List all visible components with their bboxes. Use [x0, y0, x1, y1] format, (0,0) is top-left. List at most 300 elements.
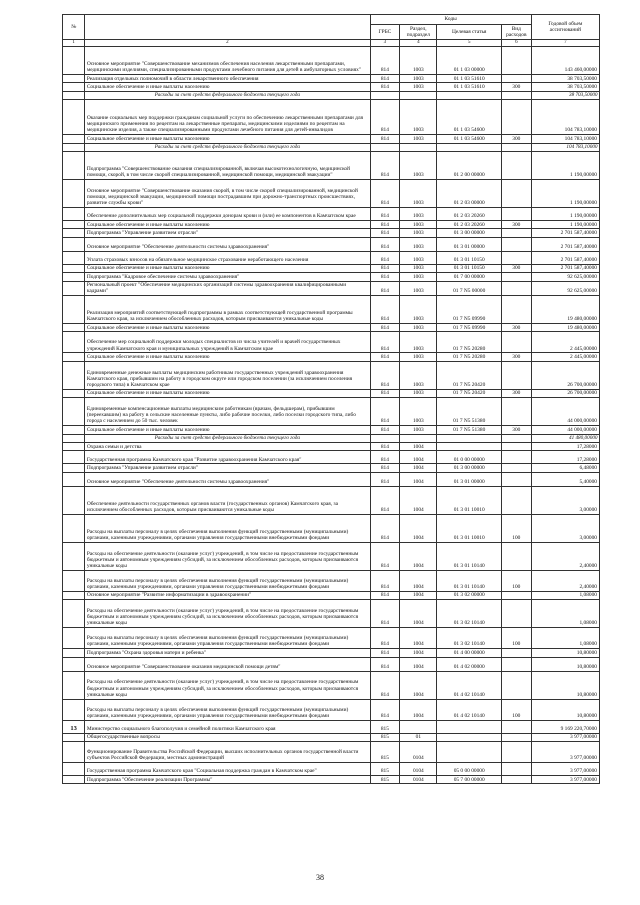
- empty-code-cell: [370, 434, 400, 442]
- table-row: [63, 151, 600, 179]
- row-target-article: 05 7 00 00000: [437, 776, 501, 784]
- row-expense-type: [501, 776, 531, 784]
- row-grbs-code: 814: [370, 657, 400, 671]
- empty-code-cell: [437, 91, 501, 99]
- row-number: [63, 324, 85, 332]
- table-row: [63, 273, 600, 281]
- row-number: [63, 570, 85, 591]
- row-section-code: 1004: [400, 628, 437, 649]
- empty-code-cell: [437, 143, 501, 151]
- row-amount: 1 190,00000: [531, 207, 599, 220]
- row-target-article: 01 1 03 54600: [437, 100, 501, 135]
- row-target-article: [437, 742, 501, 763]
- row-number: [63, 281, 85, 296]
- row-grbs-code: 814: [370, 699, 400, 720]
- row-amount: 10,80000: [531, 671, 599, 699]
- row-name: Социальное обеспечение и иные выплаты населению: [85, 264, 370, 272]
- row-expense-type: 100: [501, 699, 531, 720]
- row-name: Региональный проект "Обеспечение медицинских организаций системы здравоохранения квалифицированными кадрами": [85, 281, 370, 296]
- column-index: 1: [63, 39, 85, 46]
- row-section-code: 0104: [400, 763, 437, 776]
- subtotal-amount: 41 480,00000: [531, 434, 599, 442]
- row-expense-type: [501, 600, 531, 628]
- row-expense-type: [501, 486, 531, 514]
- row-name: Основное мероприятие "Совершенствование оказания скорой, в том числе скорой специализированной, медицинской помощи, медицинской эвакуации, медицинской помощи пострадавшим при дорожно-транспортных происшествиях, развитие службы крови": [85, 179, 370, 207]
- subtotal-row: [63, 91, 600, 99]
- row-target-article: 01 4 02 10140: [437, 671, 501, 699]
- table-row: [63, 296, 600, 324]
- row-target-article: 01 4 02 10140: [437, 699, 501, 720]
- empty-code-cell: [400, 434, 437, 442]
- row-num-cell: [63, 434, 85, 442]
- column-index: 5: [437, 39, 501, 46]
- row-number: [63, 591, 85, 599]
- row-name: Обеспечение дополнительных мер социальной поддержки донорам крови и (или) ее компонентов в Камчатском крае: [85, 207, 370, 220]
- row-expense-type: [501, 763, 531, 776]
- row-target-article: 01 7 N5 20280: [437, 353, 501, 361]
- header-name: [85, 15, 370, 40]
- empty-code-cell: [400, 91, 437, 99]
- row-target-article: 01 7 N5 20280: [437, 332, 501, 353]
- row-expense-type: [501, 671, 531, 699]
- row-amount: 104 783,10000: [531, 100, 599, 135]
- row-number: [63, 151, 85, 179]
- table-row: [63, 324, 600, 332]
- row-expense-type: 300: [501, 264, 531, 272]
- row-expense-type: 300: [501, 389, 531, 397]
- row-number: [63, 332, 85, 353]
- row-target-article: 01 3 01 10010: [437, 486, 501, 514]
- row-target-article: 01 1 03 51610: [437, 83, 501, 91]
- row-name: Государственная программа Камчатского края "Развитие здравоохранения Камчатского края": [85, 451, 370, 464]
- row-grbs-code: 814: [370, 472, 400, 486]
- row-section-code: 1003: [400, 324, 437, 332]
- row-name: Социальное обеспечение и иные выплаты населению: [85, 426, 370, 434]
- row-expense-type: [501, 649, 531, 657]
- row-section-code: 1003: [400, 46, 437, 74]
- table-body: [63, 46, 600, 783]
- row-number: [63, 46, 85, 74]
- row-number: [63, 237, 85, 251]
- row-expense-type: [501, 229, 531, 237]
- table-row: [63, 649, 600, 657]
- row-expense-type: [501, 542, 531, 570]
- row-section-code: 1004: [400, 591, 437, 599]
- header-section: Раздел, подраздел: [400, 25, 437, 40]
- row-amount: 38 703,50000: [531, 83, 599, 91]
- row-expense-type: 300: [501, 353, 531, 361]
- row-expense-type: [501, 720, 531, 733]
- row-expense-type: 300: [501, 324, 531, 332]
- row-grbs-code: 814: [370, 486, 400, 514]
- table-row: [63, 742, 600, 763]
- row-expense-type: [501, 361, 531, 389]
- table-row: [63, 720, 600, 733]
- row-amount: 10,80000: [531, 657, 599, 671]
- row-expense-type: [501, 281, 531, 296]
- row-expense-type: [501, 472, 531, 486]
- empty-code-cell: [501, 143, 531, 151]
- row-grbs-code: 814: [370, 570, 400, 591]
- row-amount: 1,08000: [531, 600, 599, 628]
- row-name: Государственная программа Камчатского края "Социальная поддержка граждан в Камчатском крае": [85, 763, 370, 776]
- row-amount: 2 701 587,40000: [531, 264, 599, 272]
- row-amount: 2,40000: [531, 542, 599, 570]
- row-grbs-code: 814: [370, 324, 400, 332]
- row-grbs-code: 814: [370, 628, 400, 649]
- row-name: Расходы на обеспечение деятельности (оказание услуг) учреждений, в том числе на предоставление государственным бюджетным и автономным учреждениям субсидий, за исключением обособленных расходов, которым присваиваются уникальные коды: [85, 542, 370, 570]
- row-name: Охрана семьи и детства: [85, 443, 370, 451]
- table-row: [63, 443, 600, 451]
- row-section-code: 1003: [400, 398, 437, 426]
- row-target-article: 01 0 00 00000: [437, 451, 501, 464]
- row-amount: 2 445,00000: [531, 332, 599, 353]
- row-grbs-code: 814: [370, 229, 400, 237]
- row-number: [63, 361, 85, 389]
- row-name: Социальное обеспечение и иные выплаты населению: [85, 135, 370, 143]
- subtotal-amount: 38 703,50000: [531, 91, 599, 99]
- row-amount: 104 783,10000: [531, 135, 599, 143]
- row-number: [63, 296, 85, 324]
- row-number: [63, 542, 85, 570]
- row-amount: 2 701 587,40000: [531, 237, 599, 251]
- page-number: 38: [316, 873, 324, 882]
- row-amount: 1,08000: [531, 628, 599, 649]
- empty-code-cell: [501, 91, 531, 99]
- row-amount: 2 701 587,40000: [531, 229, 599, 237]
- table-row: [63, 83, 600, 91]
- table-row: [63, 426, 600, 434]
- table-row: [63, 464, 600, 472]
- row-number: [63, 220, 85, 228]
- row-expense-type: [501, 591, 531, 599]
- row-target-article: 01 7 N5 09990: [437, 296, 501, 324]
- header-codes: Коды: [370, 15, 531, 25]
- row-section-code: 1003: [400, 264, 437, 272]
- table-row: [63, 135, 600, 143]
- empty-code-cell: [370, 143, 400, 151]
- row-section-code: 1004: [400, 657, 437, 671]
- row-section-code: 1003: [400, 151, 437, 179]
- row-number: [63, 776, 85, 784]
- header-amount: Годовой объем ассигнований: [531, 15, 599, 40]
- row-name: Подпрограмма "Охрана здоровья матери и ребенка": [85, 649, 370, 657]
- row-target-article: 01 1 03 51610: [437, 74, 501, 82]
- row-number: [63, 657, 85, 671]
- table-row: [63, 472, 600, 486]
- row-target-article: 01 7 N5 00000: [437, 281, 501, 296]
- row-name: Реализация отдельных полномочий в области лекарственного обеспечения: [85, 74, 370, 82]
- row-section-code: 1003: [400, 207, 437, 220]
- row-section-code: 1004: [400, 570, 437, 591]
- row-amount: 5,40000: [531, 472, 599, 486]
- row-grbs-code: 815: [370, 720, 400, 733]
- row-grbs-code: 814: [370, 600, 400, 628]
- row-target-article: 01 7 N5 09990: [437, 324, 501, 332]
- row-grbs-code: 815: [370, 742, 400, 763]
- row-section-code: 1004: [400, 671, 437, 699]
- table-row: [63, 220, 600, 228]
- row-number: [63, 74, 85, 82]
- empty-code-cell: [370, 91, 400, 99]
- row-expense-type: 100: [501, 570, 531, 591]
- header-vr: Вид расходов: [501, 25, 531, 40]
- row-number: [63, 649, 85, 657]
- row-section-code: 01: [400, 733, 437, 741]
- row-expense-type: 300: [501, 220, 531, 228]
- row-name: Социальное обеспечение и иные выплаты населению: [85, 324, 370, 332]
- table-row: [63, 542, 600, 570]
- row-name: Расходы на выплаты персоналу в целях обеспечения выполнения функций государственными (муниципальными) органами, казенными учреждениями, органами управления государственными внебюджетными фондами: [85, 514, 370, 542]
- row-grbs-code: 814: [370, 100, 400, 135]
- row-expense-type: [501, 733, 531, 741]
- row-target-article: [437, 443, 501, 451]
- row-target-article: 01 7 N5 51380: [437, 398, 501, 426]
- row-target-article: 01 4 00 00000: [437, 649, 501, 657]
- row-section-code: 1003: [400, 179, 437, 207]
- row-target-article: 01 3 01 10140: [437, 570, 501, 591]
- row-target-article: 01 3 01 10150: [437, 251, 501, 264]
- row-name: Основное мероприятие "Совершенствование механизмов обеспечения населения лекарственными препаратами, медицинскими изделиями, специализированными продуктами лечебного питания для детей в амбулаторных условиях": [85, 46, 370, 74]
- row-name: Реализация мероприятий соответствующей подпрограммы в рамках соответствующей государственной программы Камчатского края, за исключением обособленных расходов, которым присваиваются уникальные коды: [85, 296, 370, 324]
- row-section-code: 1003: [400, 251, 437, 264]
- table-row: [63, 353, 600, 361]
- row-amount: 2 701 587,40000: [531, 251, 599, 264]
- row-target-article: 01 1 03 54600: [437, 135, 501, 143]
- row-grbs-code: 814: [370, 514, 400, 542]
- row-grbs-code: 814: [370, 296, 400, 324]
- table-row: [63, 514, 600, 542]
- table-row: [63, 763, 600, 776]
- table-row: [63, 281, 600, 296]
- row-number: [63, 628, 85, 649]
- row-amount: 3,00000: [531, 486, 599, 514]
- row-amount: 3 977,00000: [531, 776, 599, 784]
- row-section-code: 1004: [400, 649, 437, 657]
- table-row: [63, 207, 600, 220]
- row-expense-type: [501, 742, 531, 763]
- row-expense-type: [501, 443, 531, 451]
- row-name: Единовременные компенсационные выплаты медицинским работникам (врачам, фельдшерам), прибывшим (переехавшим) на работу в сельские населенные пункты, либо рабочие поселки, либо поселки городского типа, либо города с населением до 50 тыс. человек: [85, 398, 370, 426]
- table-row: [63, 46, 600, 74]
- row-amount: 92 625,00000: [531, 281, 599, 296]
- row-number: [63, 671, 85, 699]
- row-number: [63, 135, 85, 143]
- row-section-code: 1004: [400, 514, 437, 542]
- row-number: [63, 742, 85, 763]
- row-section-code: 1003: [400, 83, 437, 91]
- table-row: [63, 264, 600, 272]
- table-row: [63, 179, 600, 207]
- row-name: Обеспечение деятельности государственных органов власти (государственных органов) Камчатского края, за исключением обособленных расходов, которым присваиваются уникальные коды: [85, 486, 370, 514]
- row-name: Подпрограмма "Кадровое обеспечение системы здравоохранения": [85, 273, 370, 281]
- row-grbs-code: 814: [370, 464, 400, 472]
- row-amount: 2 445,00000: [531, 353, 599, 361]
- row-target-article: 01 3 00 00000: [437, 464, 501, 472]
- table-row: [63, 74, 600, 82]
- row-grbs-code: 814: [370, 237, 400, 251]
- row-number: [63, 251, 85, 264]
- row-section-code: 1003: [400, 296, 437, 324]
- row-name: Министерство социального благополучия и семейной политики Камчатского края: [85, 720, 370, 733]
- table-row: [63, 733, 600, 741]
- row-name: Основное мероприятие "Обеспечение деятельности системы здравоохранения": [85, 237, 370, 251]
- row-grbs-code: 814: [370, 361, 400, 389]
- row-number: [63, 207, 85, 220]
- row-number: [63, 464, 85, 472]
- table-row: [63, 389, 600, 397]
- column-index: 2: [85, 39, 370, 46]
- header-csr: Целевая статья: [437, 25, 501, 40]
- empty-code-cell: [400, 143, 437, 151]
- table-row: [63, 657, 600, 671]
- table-row: [63, 398, 600, 426]
- row-grbs-code: 814: [370, 220, 400, 228]
- row-amount: 2,40000: [531, 570, 599, 591]
- row-expense-type: [501, 100, 531, 135]
- row-name: Уплата страховых взносов на обязательное медицинское страхование неработающего населения: [85, 251, 370, 264]
- row-number: [63, 273, 85, 281]
- row-section-code: 1003: [400, 389, 437, 397]
- row-amount: 1,08000: [531, 591, 599, 599]
- column-index: 3: [370, 39, 400, 46]
- row-name: Подпрограмма "Управление развитием отрасли": [85, 229, 370, 237]
- row-number: [63, 733, 85, 741]
- row-name: Социальное обеспечение и иные выплаты населению: [85, 83, 370, 91]
- row-name: Расходы на выплаты персоналу в целях обеспечения выполнения функций государственными (муниципальными) органами, казенными учреждениями, органами управления государственными внебюджетными фондами: [85, 570, 370, 591]
- row-grbs-code: 814: [370, 251, 400, 264]
- row-number: [63, 763, 85, 776]
- row-expense-type: [501, 237, 531, 251]
- table-row: [63, 591, 600, 599]
- row-amount: 143 460,00000: [531, 46, 599, 74]
- table-row: [63, 600, 600, 628]
- row-expense-type: [501, 273, 531, 281]
- row-amount: 19 480,00000: [531, 296, 599, 324]
- table-row: [63, 628, 600, 649]
- column-index: 4: [400, 39, 437, 46]
- row-number: [63, 398, 85, 426]
- row-expense-type: [501, 151, 531, 179]
- row-grbs-code: 814: [370, 281, 400, 296]
- row-target-article: 01 2 03 20260: [437, 220, 501, 228]
- row-target-article: 01 7 00 00000: [437, 273, 501, 281]
- row-name: Расходы на обеспечение деятельности (оказание услуг) учреждений, в том числе на предоставление государственным бюджетным и автономным учреждениям субсидий, за исключением обособленных расходов, которым присваиваются уникальные коды: [85, 600, 370, 628]
- row-number: [63, 514, 85, 542]
- row-grbs-code: 814: [370, 389, 400, 397]
- subtotal-note: Расходы за счет средств федерального бюджета текущего года: [85, 434, 370, 442]
- row-amount: 10,80000: [531, 649, 599, 657]
- row-section-code: 1003: [400, 281, 437, 296]
- row-section-code: 1003: [400, 135, 437, 143]
- row-target-article: 01 3 01 10010: [437, 514, 501, 542]
- row-section-code: 1003: [400, 100, 437, 135]
- row-section-code: 0104: [400, 776, 437, 784]
- row-section-code: 1003: [400, 353, 437, 361]
- table-row: [63, 699, 600, 720]
- budget-sheet: [62, 14, 600, 784]
- row-section-code: 1004: [400, 600, 437, 628]
- row-target-article: 01 7 N5 51380: [437, 426, 501, 434]
- row-name: Оказание социальных мер поддержки гражданам социальной услуги по обеспечению лекарственными препаратами для медицинского применения по рецептам на лекарственные препараты, медицинскими изделиями по рецептам на медицинские изделия, а также специализированными продуктами лечебного питания для детей-инвалидов: [85, 100, 370, 135]
- row-grbs-code: 814: [370, 451, 400, 464]
- column-index: 6: [501, 39, 531, 46]
- row-expense-type: 300: [501, 426, 531, 434]
- row-name: Социальное обеспечение и иные выплаты населению: [85, 353, 370, 361]
- row-target-article: 01 7 N5 20420: [437, 389, 501, 397]
- row-number: [63, 353, 85, 361]
- row-amount: 6,48000: [531, 464, 599, 472]
- budget-table: [62, 14, 600, 784]
- row-name: Расходы на выплаты персоналу в целях обеспечения выполнения функций государственными (муниципальными) органами, казенными учреждениями, органами управления государственными внебюджетными фондами: [85, 699, 370, 720]
- row-name: Расходы на обеспечение деятельности (оказание услуг) учреждений, в том числе на предоставление государственным бюджетным и автономным учреждениям субсидий, за исключением обособленных расходов, которым присваиваются уникальные коды: [85, 671, 370, 699]
- row-grbs-code: 814: [370, 151, 400, 179]
- row-amount: 44 000,00000: [531, 426, 599, 434]
- row-expense-type: [501, 179, 531, 207]
- column-index-row: [63, 39, 600, 46]
- row-expense-type: [501, 398, 531, 426]
- row-amount: 9 169 220,70000: [531, 720, 599, 733]
- row-target-article: 01 3 01 10140: [437, 542, 501, 570]
- row-target-article: 01 3 01 10150: [437, 264, 501, 272]
- row-amount: 1 190,00000: [531, 151, 599, 179]
- row-target-article: 01 4 02 00000: [437, 657, 501, 671]
- table-row: [63, 251, 600, 264]
- row-section-code: 1004: [400, 699, 437, 720]
- row-amount: 92 625,00000: [531, 273, 599, 281]
- table-row: [63, 671, 600, 699]
- row-target-article: 01 2 03 00000: [437, 179, 501, 207]
- row-name: Основное мероприятие "Обеспечение деятельности системы здравоохранения": [85, 472, 370, 486]
- row-num-cell: [63, 143, 85, 151]
- subtotal-amount: 104 783,10000: [531, 143, 599, 151]
- table-row: [63, 776, 600, 784]
- row-amount: 3 977,00000: [531, 742, 599, 763]
- row-name: Социальное обеспечение и иные выплаты населению: [85, 389, 370, 397]
- row-section-code: 1003: [400, 332, 437, 353]
- row-number: [63, 443, 85, 451]
- subtotal-row: [63, 434, 600, 442]
- row-name: Социальное обеспечение и иные выплаты населению: [85, 220, 370, 228]
- table-row: [63, 100, 600, 135]
- row-grbs-code: 815: [370, 763, 400, 776]
- row-expense-type: [501, 451, 531, 464]
- row-target-article: 01 3 02 10140: [437, 628, 501, 649]
- row-grbs-code: 814: [370, 671, 400, 699]
- table-row: [63, 332, 600, 353]
- row-amount: 17,28000: [531, 443, 599, 451]
- row-expense-type: 100: [501, 628, 531, 649]
- row-section-code: [400, 720, 437, 733]
- table-row: [63, 486, 600, 514]
- row-grbs-code: 814: [370, 264, 400, 272]
- row-section-code: 1003: [400, 426, 437, 434]
- row-grbs-code: 814: [370, 398, 400, 426]
- row-number: [63, 451, 85, 464]
- row-expense-type: [501, 332, 531, 353]
- empty-code-cell: [501, 434, 531, 442]
- header-grbs: ГРБС: [370, 25, 400, 40]
- row-grbs-code: 814: [370, 74, 400, 82]
- row-amount: 1 190,00000: [531, 220, 599, 228]
- row-number: [63, 229, 85, 237]
- row-section-code: 1003: [400, 229, 437, 237]
- row-grbs-code: 814: [370, 591, 400, 599]
- row-expense-type: [501, 296, 531, 324]
- row-name: Обеспечение мер социальной поддержки молодых специалистов из числа учителей и врачей государственных учреждений Камчатского края и муниципальных учреждений в Камчатском крае: [85, 332, 370, 353]
- row-name: Функционирование Правительства Российской Федерации, высших исполнительных органов государственной власти субъектов Российской Федерации, местных администраций: [85, 742, 370, 763]
- row-number: [63, 83, 85, 91]
